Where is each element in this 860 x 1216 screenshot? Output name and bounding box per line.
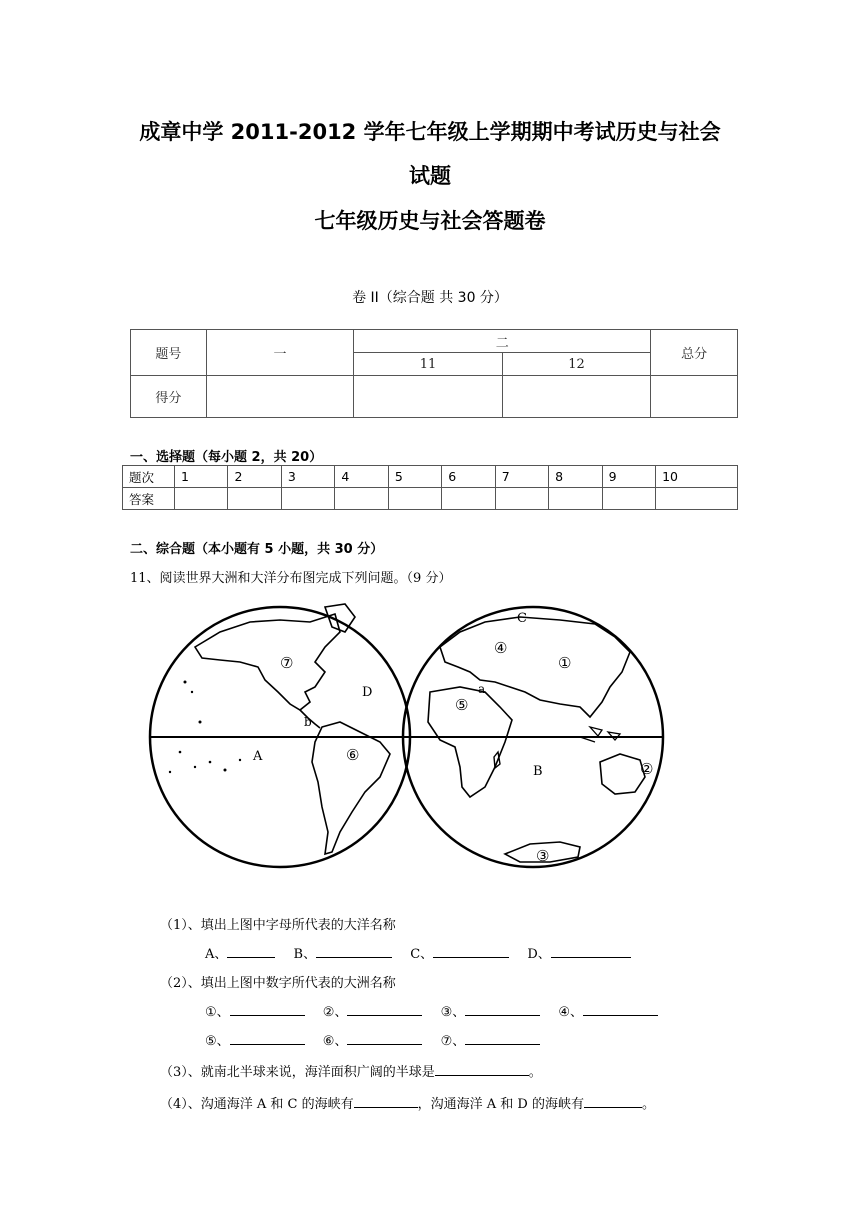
row-label-answer: 答案 xyxy=(123,488,175,510)
ocean-letter-a: A xyxy=(253,749,263,764)
question-1-answers xyxy=(205,943,631,962)
blank-strait-ac[interactable] xyxy=(354,1093,418,1108)
choice-number: 3 xyxy=(281,466,334,488)
answer-cell[interactable] xyxy=(228,488,281,510)
blank-continent-5[interactable] xyxy=(230,1030,305,1045)
choice-number: 8 xyxy=(549,466,602,488)
ocean-letter-c: C xyxy=(517,611,527,626)
label-continent-7: ⑦、 xyxy=(440,1034,466,1049)
question-3 xyxy=(160,1061,542,1080)
answer-sheet-title: 七年级历史与社会答题卷 xyxy=(314,209,546,233)
section-one-heading: 一、选择题（每小题 2，共 20） xyxy=(130,450,323,465)
continent-number-3: ③ xyxy=(536,847,550,865)
blank-ocean-b[interactable] xyxy=(316,943,392,958)
answer-cell[interactable] xyxy=(281,488,334,510)
score-row-label: 得分 xyxy=(131,376,207,418)
indonesia-islands xyxy=(580,727,620,742)
header-part-one: 一 xyxy=(206,330,353,376)
choice-number: 10 xyxy=(656,466,738,488)
question-3-end: 。 xyxy=(528,1065,542,1080)
continent-number-2: ② xyxy=(640,760,654,778)
header-part-two: 二 xyxy=(354,330,651,353)
continent-number-1: ① xyxy=(558,654,572,672)
choice-number: 6 xyxy=(442,466,495,488)
question-4-middle: ，沟通海洋 A 和 D 的海峡有 xyxy=(417,1097,584,1112)
pacific-islands xyxy=(169,681,241,774)
question-2-prompt: （2）、填出上图中数字所代表的大洲名称 xyxy=(160,976,396,991)
strait-letter-b: b xyxy=(304,715,312,729)
header-question-11: 11 xyxy=(354,353,503,376)
answer-cell[interactable] xyxy=(335,488,388,510)
answer-cell[interactable] xyxy=(549,488,602,510)
choice-answer-table xyxy=(122,465,738,510)
label-ocean-b: B、 xyxy=(293,947,317,962)
exam-title: 成章中学 2011-2012 学年七年级上学期期中考试历史与社会 xyxy=(139,120,721,144)
label-continent-3: ③、 xyxy=(440,1005,466,1020)
label-continent-5: ⑤、 xyxy=(205,1034,230,1049)
blank-continent-6[interactable] xyxy=(347,1030,422,1045)
answer-cell[interactable] xyxy=(656,488,738,510)
label-ocean-c: C、 xyxy=(410,947,434,962)
answer-cell[interactable] xyxy=(175,488,228,510)
blank-hemisphere[interactable] xyxy=(435,1061,529,1076)
world-map xyxy=(140,592,680,882)
blank-ocean-a[interactable] xyxy=(227,943,275,958)
strait-letter-a: a xyxy=(478,682,486,696)
ocean-letter-d: D xyxy=(362,685,373,700)
answer-cell[interactable] xyxy=(602,488,655,510)
header-question-number: 题号 xyxy=(131,330,207,376)
question-2-answers-row2 xyxy=(205,1030,540,1049)
header-question-12: 12 xyxy=(502,353,651,376)
question-4 xyxy=(160,1093,655,1112)
label-continent-1: ①、 xyxy=(205,1005,230,1020)
row-label-question: 题次 xyxy=(123,466,175,488)
answer-cell[interactable] xyxy=(388,488,441,510)
continent-number-7: ⑦ xyxy=(280,654,294,672)
blank-ocean-d[interactable] xyxy=(551,943,631,958)
choice-number: 5 xyxy=(388,466,441,488)
continent-number-4: ④ xyxy=(494,639,508,657)
choice-number: 1 xyxy=(175,466,228,488)
answer-cell[interactable] xyxy=(495,488,548,510)
choice-number: 4 xyxy=(335,466,388,488)
exam-title-continued: 试题 xyxy=(409,164,451,188)
blank-continent-7[interactable] xyxy=(465,1030,540,1045)
score-cell[interactable] xyxy=(651,376,738,418)
blank-continent-3[interactable] xyxy=(465,1001,540,1016)
question-4-end: 。 xyxy=(641,1097,655,1112)
score-table xyxy=(130,329,738,418)
label-continent-4: ④、 xyxy=(558,1005,584,1020)
header-total: 总分 xyxy=(651,330,738,376)
choice-number: 9 xyxy=(602,466,655,488)
ocean-letter-b: B xyxy=(533,764,543,779)
continent-number-5: ⑤ xyxy=(455,696,469,714)
label-ocean-d: D、 xyxy=(527,947,551,962)
australia-shape xyxy=(600,754,645,794)
blank-continent-4[interactable] xyxy=(583,1001,658,1016)
eurasia-shape xyxy=(440,617,630,717)
africa-shape xyxy=(428,687,512,797)
score-cell[interactable] xyxy=(354,376,503,418)
choice-number: 2 xyxy=(228,466,281,488)
blank-continent-1[interactable] xyxy=(230,1001,305,1016)
paper-part-label: 卷 II（综合题 共 30 分） xyxy=(352,290,508,306)
blank-ocean-c[interactable] xyxy=(433,943,509,958)
section-two-heading: 二、综合题（本小题有 5 小题，共 30 分） xyxy=(130,542,384,557)
choice-number: 7 xyxy=(495,466,548,488)
question-3-prompt: （3）、就南北半球来说，海洋面积广阔的半球是 xyxy=(160,1065,435,1080)
label-continent-2: ②、 xyxy=(322,1005,348,1020)
south-america-shape xyxy=(312,722,390,854)
blank-continent-2[interactable] xyxy=(347,1001,422,1016)
blank-strait-ad[interactable] xyxy=(584,1093,642,1108)
label-ocean-a: A、 xyxy=(205,947,228,962)
question-2-answers-row1 xyxy=(205,1001,658,1020)
continent-number-6: ⑥ xyxy=(346,746,360,764)
score-cell[interactable] xyxy=(502,376,651,418)
north-america-shape xyxy=(195,614,340,710)
question-1-prompt: （1）、填出上图中字母所代表的大洋名称 xyxy=(160,918,396,933)
question-4-prompt: （4）、沟通海洋 A 和 C 的海峡有 xyxy=(160,1097,354,1112)
label-continent-6: ⑥、 xyxy=(322,1034,348,1049)
answer-cell[interactable] xyxy=(442,488,495,510)
score-cell[interactable] xyxy=(206,376,353,418)
question-11-prompt: 11、阅读世界大洲和大洋分布图完成下列问题。（9 分） xyxy=(130,571,452,586)
